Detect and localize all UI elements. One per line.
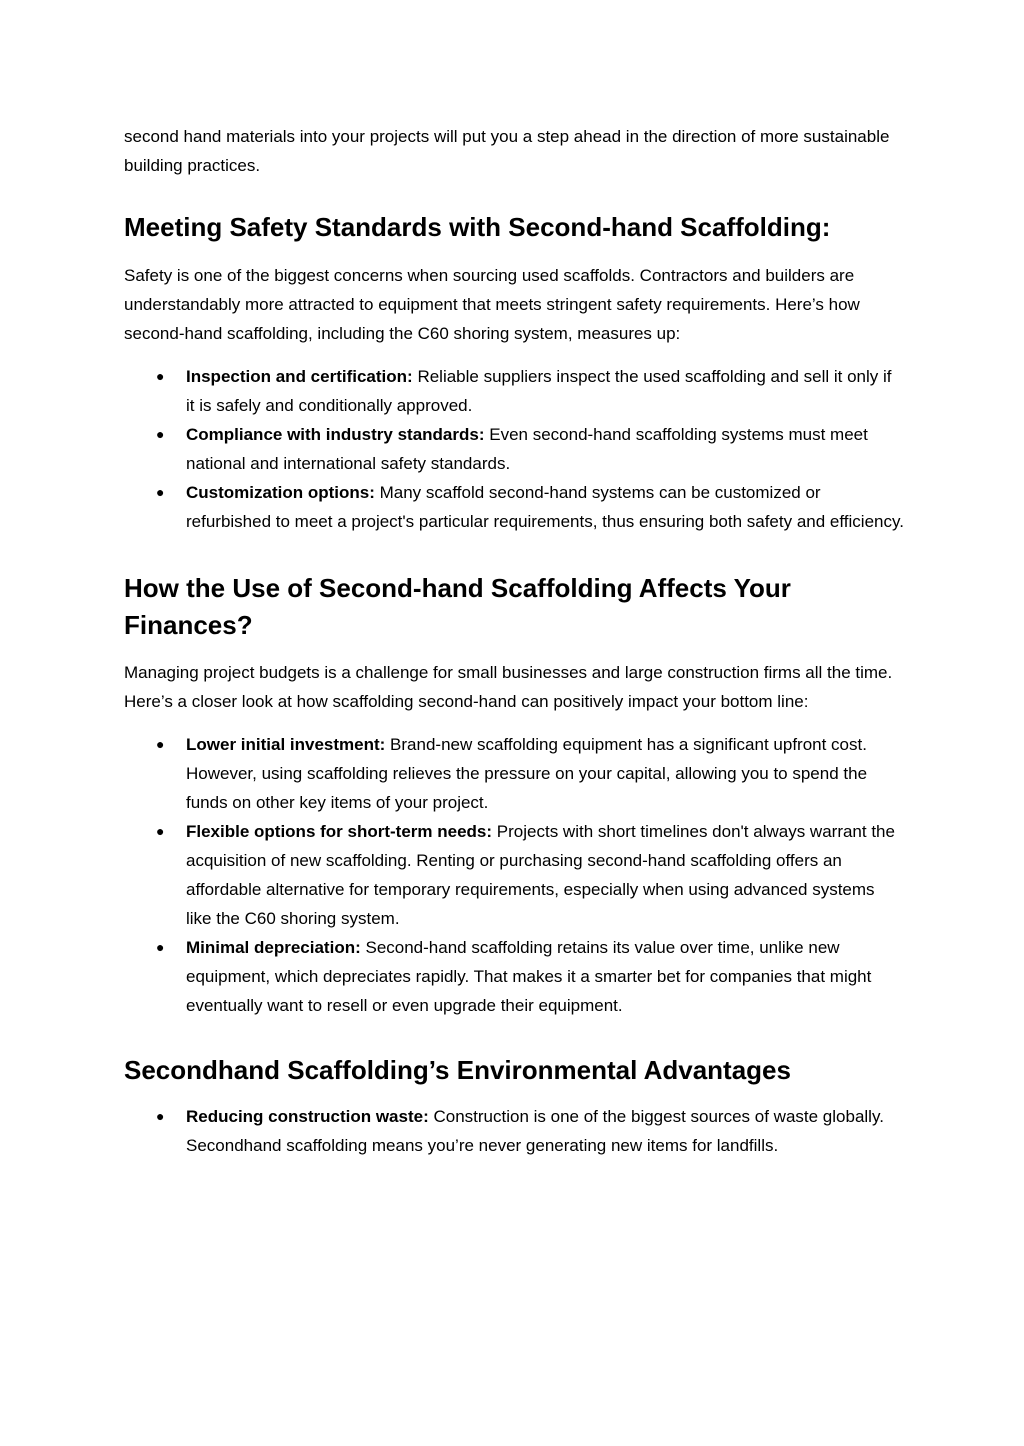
bullet-icon: ● [156,823,165,839]
environment-bullet-list [124,1102,904,1160]
list-item [124,933,904,1020]
list-item-text: Reliable suppliers inspect the used scaffolding and sell it only if it is safely and conditionally approved. [186,367,892,415]
list-item-label: Inspection and certification: [186,367,413,386]
list-item-text: Construction is one of the biggest sources of waste globally. Secondhand scaffolding means you’re never generating new items for landfills. [186,1107,884,1155]
list-item [124,1102,904,1160]
list-item-text: Many scaffold second-hand systems can be customized or refurbished to meet a project's particular requirements, thus ensuring both safety and efficiency. [186,483,904,531]
list-item-label: Customization options: [186,483,375,502]
bullet-icon: ● [156,484,165,500]
list-item [124,730,904,817]
list-item-label: Flexible options for short-term needs: [186,822,493,841]
bullet-icon: ● [156,736,165,752]
finance-paragraph: Managing project budgets is a challenge for small businesses and large construction firms all the time. Here’s a closer look at how scaffolding second-hand can positively impact your bottom line: [124,663,893,711]
bullet-icon: ● [156,368,165,384]
safety-paragraph: Safety is one of the biggest concerns when sourcing used scaffolds. Contractors and builders are understandably more attracted to equipment that meets stringent safety requirements. Here’s how second-hand scaffolding, including the C60 shoring system, measures up: [124,266,860,343]
bullet-icon: ● [156,1108,165,1124]
list-item-text: Second-hand scaffolding retains its value over time, unlike new equipment, which depreciates rapidly. That makes it a smarter bet for companies that might eventually want to resell or even upgrade their equipment. [186,938,872,1015]
safety-bullet-list [124,362,904,536]
list-item-label: Compliance with industry standards: [186,425,485,444]
section-heading-environment: Secondhand Scaffolding’s Environmental Advantages [124,1055,791,1085]
finance-bullet-list [124,730,904,1020]
list-item-label: Minimal depreciation: [186,938,361,957]
list-item-text: Brand-new scaffolding equipment has a significant upfront cost. However, using scaffolding relieves the pressure on your capital, allowing you to spend the funds on other key items of your project. [186,735,868,812]
document-page [124,122,904,1160]
list-item [124,420,904,478]
section-heading-finance: How the Use of Second-hand Scaffolding Affects Your Finances? [124,573,791,640]
bullet-icon: ● [156,939,165,955]
list-item [124,817,904,933]
list-item [124,362,904,420]
list-item-label: Lower initial investment: [186,735,386,754]
list-item-label: Reducing construction waste: [186,1107,429,1126]
list-item-text: Projects with short timelines don't always warrant the acquisition of new scaffolding. Renting or purchasing second-hand scaffolding offers an affordable alternative for temporary requirements, especially when using advanced systems like the C60 shoring system. [186,822,895,928]
intro-paragraph: second hand materials into your projects will put you a step ahead in the direction of more sustainable building practices. [124,127,890,175]
list-item-text: Even second-hand scaffolding systems must meet national and international safety standards. [186,425,868,473]
list-item [124,478,904,536]
bullet-icon: ● [156,426,165,442]
section-heading-safety: Meeting Safety Standards with Second-hand Scaffolding: [124,212,831,242]
